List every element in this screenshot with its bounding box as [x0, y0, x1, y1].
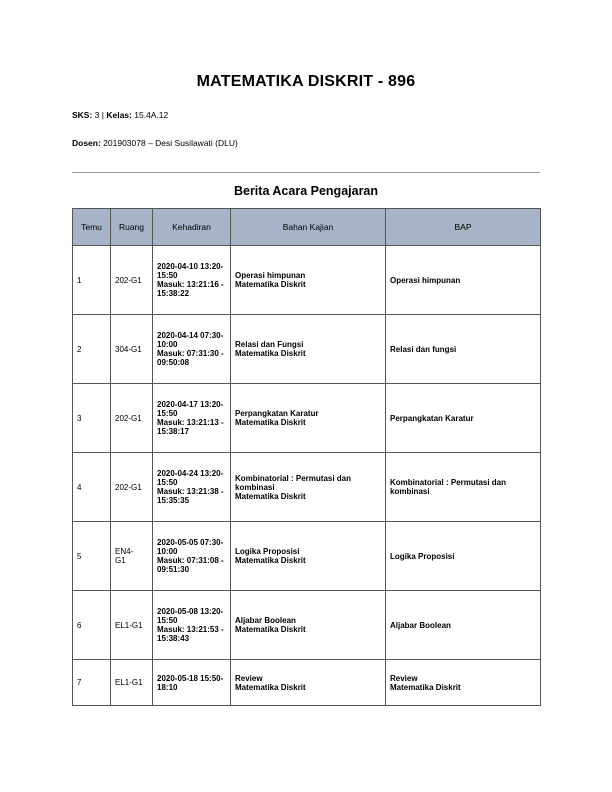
table-row [73, 660, 541, 706]
cell-kehadiran: 2020-05-18 15:50- 18:10 [153, 660, 231, 706]
cell-bap: Operasi himpunan [386, 246, 541, 315]
section-title: Berita Acara Pengajaran [233, 184, 379, 198]
table-row [73, 246, 541, 315]
cell-temu: 3 [73, 384, 111, 453]
cell-kehadiran: 2020-04-14 07:30- 10:00 Masuk: 07:31:30 - 09:50:08 [153, 315, 231, 384]
cell-bap: Logika Proposisi [386, 522, 541, 591]
cell-temu: 4 [73, 453, 111, 522]
cell-bap: Perpangkatan Karatur [386, 384, 541, 453]
kelas-value: 15.4A.12 [131, 110, 169, 120]
dosen-value: 201903078 – Desi Susilawati (DLU) [100, 138, 238, 148]
cell-bahan-kajian: Kombinatorial : Permutasi dan kombinasi Matematika Diskrit [231, 453, 386, 522]
bap-table [72, 208, 541, 706]
cell-kehadiran: 2020-04-24 13:20- 15:50 Masuk: 13:21:38 - 15:35:35 [153, 453, 231, 522]
course-meta [72, 110, 168, 120]
table-row [73, 384, 541, 453]
cell-kehadiran: 2020-05-08 13:20- 15:50 Masuk: 13:21:53 - 15:38:43 [153, 591, 231, 660]
cell-ruang: 202-G1 [111, 453, 153, 522]
header-ruang: Ruang [111, 209, 153, 246]
page-title: MATEMATIKA DISKRIT - 896 [196, 73, 416, 90]
divider [72, 172, 540, 173]
cell-bap: Kombinatorial : Permutasi dan kombinasi [386, 453, 541, 522]
cell-ruang: EN4- G1 [111, 522, 153, 591]
cell-ruang: EL1-G1 [111, 660, 153, 706]
table-row [73, 315, 541, 384]
table-row [73, 591, 541, 660]
cell-temu: 5 [73, 522, 111, 591]
table-row [73, 522, 541, 591]
cell-bap: Relasi dan fungsi [386, 315, 541, 384]
kelas-label: Kelas: [106, 110, 132, 120]
cell-bahan-kajian: Logika Proposisi Matematika Diskrit [231, 522, 386, 591]
table-header-row [73, 209, 541, 246]
cell-kehadiran: 2020-05-05 07:30- 10:00 Masuk: 07:31:08 - 09:51:30 [153, 522, 231, 591]
cell-ruang: 202-G1 [111, 384, 153, 453]
cell-bahan-kajian: Operasi himpunan Matematika Diskrit [231, 246, 386, 315]
header-bap: BAP [386, 209, 541, 246]
cell-bahan-kajian: Aljabar Boolean Matematika Diskrit [231, 591, 386, 660]
cell-ruang: 202-G1 [111, 246, 153, 315]
lecturer-meta [72, 138, 238, 148]
cell-ruang: 304-G1 [111, 315, 153, 384]
cell-temu: 6 [73, 591, 111, 660]
header-bahan-kajian: Bahan Kajian [231, 209, 386, 246]
cell-temu: 2 [73, 315, 111, 384]
header-kehadiran: Kehadiran [153, 209, 231, 246]
cell-bahan-kajian: Perpangkatan Karatur Matematika Diskrit [231, 384, 386, 453]
cell-bahan-kajian: Review Matematika Diskrit [231, 660, 386, 706]
table-row [73, 453, 541, 522]
header-temu: Temu [73, 209, 111, 246]
sks-label: SKS: [72, 110, 93, 120]
cell-bahan-kajian: Relasi dan Fungsi Matematika Diskrit [231, 315, 386, 384]
cell-temu: 7 [73, 660, 111, 706]
dosen-label: Dosen: [72, 138, 101, 148]
cell-bap: Aljabar Boolean [386, 591, 541, 660]
cell-bap: Review Matematika Diskrit [386, 660, 541, 706]
cell-ruang: EL1-G1 [111, 591, 153, 660]
cell-temu: 1 [73, 246, 111, 315]
cell-kehadiran: 2020-04-10 13:20- 15:50 Masuk: 13:21:16 - 15:38:22 [153, 246, 231, 315]
cell-kehadiran: 2020-04-17 13:20- 15:50 Masuk: 13:21:13 - 15:38:17 [153, 384, 231, 453]
sks-value: 3 | [92, 110, 107, 120]
